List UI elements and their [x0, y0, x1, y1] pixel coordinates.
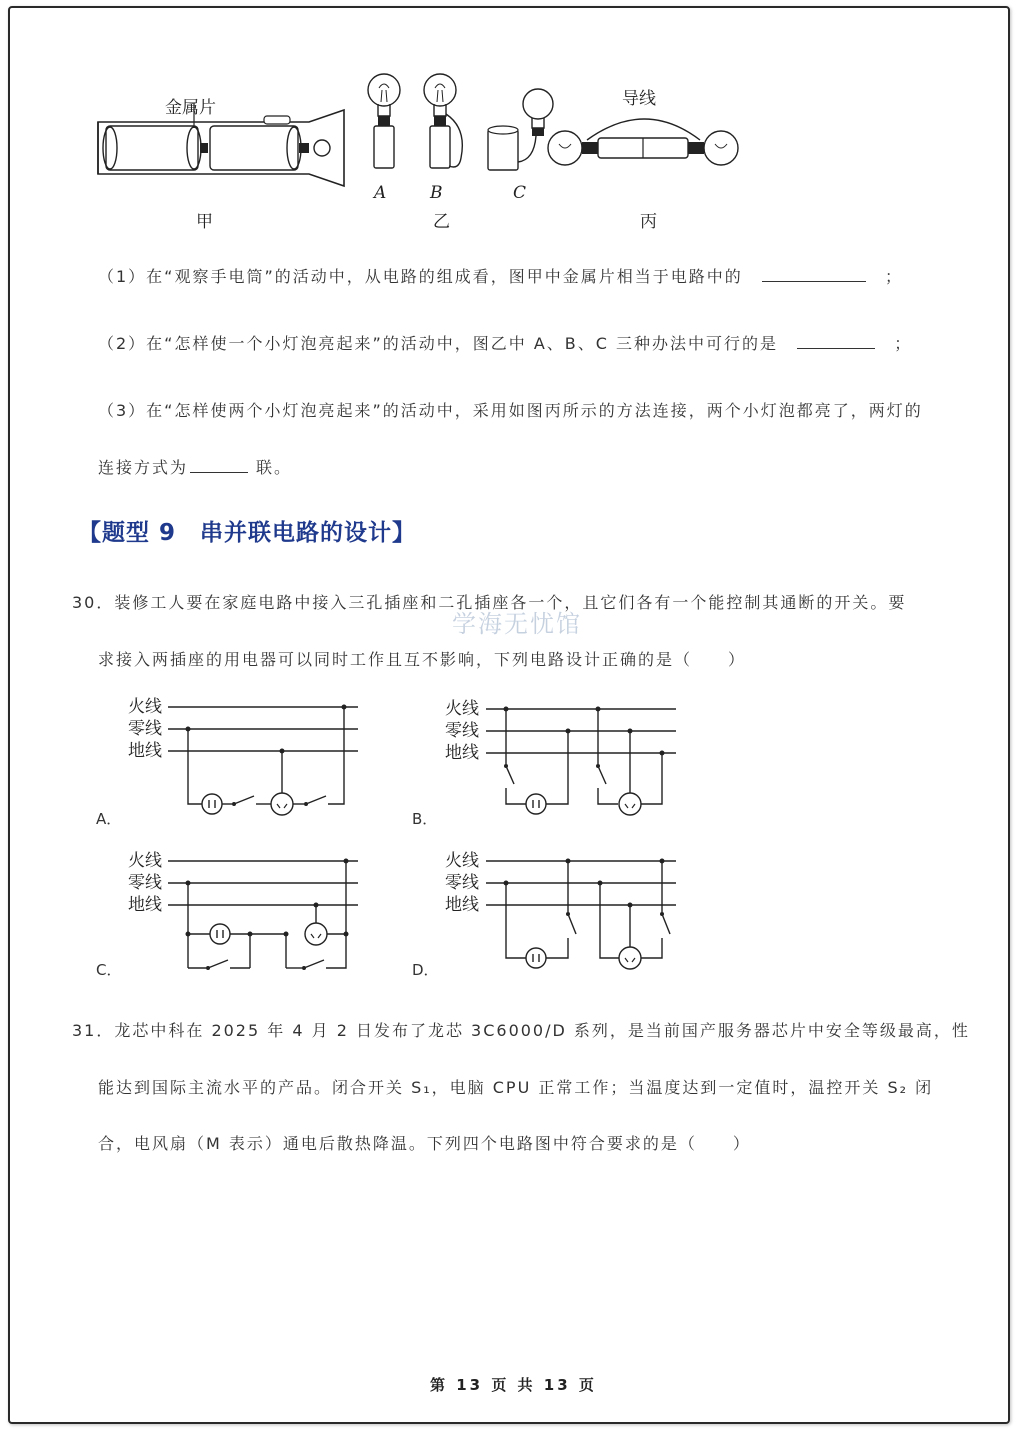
- label-wire: 导线: [622, 89, 656, 109]
- page-footer: 第 13 页 共 13 页: [430, 1376, 597, 1394]
- q31-line3: 合，电风扇（M 表示）通电后散热降温。下列四个电路图中符合要求的是（ ）: [98, 1134, 751, 1153]
- neutral-wire-label: 零线: [445, 721, 479, 741]
- label-jia: 甲: [196, 212, 213, 232]
- q29-part2: [98, 331, 912, 354]
- option-a-label: A．: [96, 810, 122, 828]
- live-wire-label: 火线: [445, 699, 479, 719]
- q29-part3-line2: [98, 455, 292, 478]
- live-wire-label: 火线: [128, 851, 162, 871]
- q29-blank1[interactable]: [762, 267, 866, 282]
- flashlight-diagram: [94, 98, 354, 198]
- q29-part1-end: ；: [884, 267, 903, 286]
- two-bulbs-diagram: [545, 106, 745, 186]
- q29-part3-pre: 连接方式为: [98, 458, 189, 477]
- ground-wire-label: 地线: [128, 741, 162, 761]
- q29-blank3[interactable]: [190, 458, 248, 473]
- bulb-option-b: B: [430, 183, 443, 203]
- bulb-option-a: A: [374, 183, 387, 203]
- bulb-a-diagram: [365, 68, 405, 178]
- label-metal: 金属片: [165, 98, 216, 118]
- live-wire-label: 火线: [445, 851, 479, 871]
- q29-blank2[interactable]: [797, 334, 875, 349]
- q29-part3-line1: （3）在“怎样使两个小灯泡亮起来”的活动中，采用如图丙所示的方法连接，两个小灯泡都亮了，两灯的: [98, 401, 923, 420]
- neutral-wire-label: 零线: [445, 873, 479, 893]
- live-wire-label: 火线: [128, 697, 162, 717]
- circuit-b-diagram: [486, 702, 686, 822]
- ground-wire-label: 地线: [445, 743, 479, 763]
- option-c-label: C．: [96, 961, 122, 979]
- q29-part2-end: ；: [894, 334, 913, 353]
- circuit-a-diagram: [168, 700, 368, 820]
- section-title: 【题型 9 串并联电路的设计】: [78, 520, 417, 546]
- option-b-label: B．: [412, 810, 438, 828]
- q31-line1: 31．龙芯中科在 2025 年 4 月 2 日发布了龙芯 3C6000/D 系列，是当前国产服务器芯片中安全等级最高，性: [72, 1021, 970, 1040]
- ground-wire-label: 地线: [445, 895, 479, 915]
- label-bing: 丙: [640, 212, 657, 232]
- q29-part2-text: （2）在“怎样使一个小灯泡亮起来”的活动中，图乙中 A、B、C 三种办法中可行的是: [98, 334, 779, 353]
- neutral-wire-label: 零线: [128, 873, 162, 893]
- circuit-c-diagram: [168, 854, 368, 974]
- q30-line1: 30．装修工人要在家庭电路中接入三孔插座和二孔插座各一个，且它们各有一个能控制其通断的开关。要: [72, 593, 907, 612]
- neutral-wire-label: 零线: [128, 719, 162, 739]
- circuit-d-diagram: [486, 854, 686, 974]
- option-d-label: D．: [412, 961, 439, 979]
- label-yi: 乙: [433, 212, 450, 232]
- q29-part3-post: 联。: [256, 458, 293, 477]
- bulb-option-c: C: [513, 183, 527, 203]
- bulb-b-diagram: [421, 68, 471, 178]
- q29-part1-text: （1）在“观察手电筒”的活动中，从电路的组成看，图甲中金属片相当于电路中的: [98, 267, 743, 286]
- q29-part1: [98, 264, 903, 287]
- ground-wire-label: 地线: [128, 895, 162, 915]
- watermark: 学海无忧馆: [452, 610, 582, 638]
- q30-line2: 求接入两插座的用电器可以同时工作且互不影响，下列电路设计正确的是（ ）: [98, 650, 747, 669]
- q31-line2: 能达到国际主流水平的产品。闭合开关 S₁，电脑 CPU 正常工作；当温度达到一定值时，温控开关 S₂ 闭: [98, 1078, 934, 1097]
